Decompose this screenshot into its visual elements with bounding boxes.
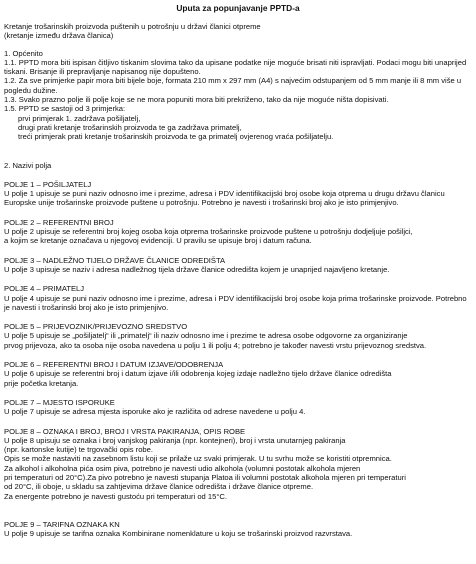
intro-block xyxy=(4,22,472,41)
field-line: U polje 4 upisuje se puni naziv odnosno ime i prezime, adresa i PDV identifikacijski broj osobe koja prima trošarinske proizvode. Potrebno xyxy=(4,293,467,303)
field-block-3 xyxy=(4,256,472,275)
field-heading: POLJE 8 – OZNAKA I BROJ, BROJ I VRSTA PAKIRANJA, OPIS ROBE xyxy=(4,426,246,436)
field-block-1 xyxy=(4,180,472,208)
field-line: U polje 3 upisuje se naziv i adresa nadležnog tijela države članice odredišta kojem je unaprijed najavljeno kretanje. xyxy=(4,264,390,274)
copy-list-item: drugi prati kretanje trošarinskih proizvoda te ga zadržava primatelj, xyxy=(18,122,242,132)
field-heading: POLJE 2 – REFERENTNI BROJ xyxy=(4,217,114,227)
intro-line: Kretanje trošarinskih proizvoda puštenih u potrošnju u državi članici otpreme xyxy=(4,22,261,31)
field-heading: POLJE 6 – REFERENTNI BROJ I DATUM IZJAVE/ODOBRENJA xyxy=(4,360,224,370)
field-block-2 xyxy=(4,218,472,246)
field-line: Opis se može nastaviti na zasebnom listu koji se prilaže uz svaki primjerak. U tu svrhu može se koristiti otpremnica. xyxy=(4,454,392,464)
field-line: od 20°C, ili oboje, u skladu sa zahtjevima države članice odredišta i države članice otpreme. xyxy=(4,482,314,492)
paragraph-line: 1.5. PPTD se sastoji od 3 primjerka: xyxy=(4,104,126,114)
section-general xyxy=(4,49,472,142)
field-line: a kojim se kretanje označava u njegovoj evidenciji. U pravilu se upisuje broj i datum računa. xyxy=(4,236,312,246)
paragraph-line: 1.1. PPTD mora biti ispisan čitljivo tiskanim slovima tako da upisane podatke nije moguće brisati niti ispravljati. Podaci mogu biti unaprijed xyxy=(4,57,467,67)
field-line: U polje 1 upisuje se puni naziv odnosno ime i prezime, adresa i PDV identifikacijski broj osobe koja otprema u drugu državu članicu xyxy=(4,189,445,199)
field-block-6 xyxy=(4,360,472,388)
field-block-7 xyxy=(4,398,472,417)
field-line: prvog prijevoza, ako ta osoba nije osoba navedena u polju 1 ili polju 4; potrebno je također navesti vrstu prijevoznog sredstva. xyxy=(4,340,427,350)
paragraph-line: 1.3. Svako prazno polje ili polje koje se ne mora popuniti mora biti prekriženo, tako da nije moguće ništa dopisivati. xyxy=(4,95,389,105)
field-line: prije početka kretanja. xyxy=(4,378,79,388)
section-heading: 2. Nazivi polja xyxy=(4,160,52,170)
field-line: Za energente potrebno je navesti gustoću pri temperaturi od 15°C. xyxy=(4,491,227,501)
field-heading: POLJE 4 – PRIMATELJ xyxy=(4,284,85,294)
field-line: U polje 5 upisuje se „pošiljatelj“ ili „primatelj“ ili naziv odnosno ime i prezime te adresa osobe odgovorne za organiziranje xyxy=(4,331,408,341)
field-line: (npr. kartonske kutije) te trgovački opis robe. xyxy=(4,445,153,455)
intro-line: (kretanje između država članica) xyxy=(4,31,114,41)
field-heading: POLJE 3 – NADLEŽNO TIJELO DRŽAVE ČLANICE ODREDIŠTA xyxy=(4,255,226,265)
field-block-4 xyxy=(4,284,472,312)
field-block-9 xyxy=(4,520,472,539)
field-line: U polje 9 upisuje se tarifna oznaka Kombinirane nomenklature u koju se trošarinski proizvod razvrstava. xyxy=(4,529,353,539)
field-heading: POLJE 5 – PRIJEVOZNIK/PRIJEVOZNO SREDSTVO xyxy=(4,322,188,332)
field-line: Za alkohol i alkoholna pića osim piva, potrebno je navesti udio alkohola (volumni postotak alkohola mjeren xyxy=(4,463,361,473)
field-line: U polje 7 upisuje se adresa mjesta isporuke ako je različita od adrese navedene u polju 4. xyxy=(4,407,306,417)
copy-list-item: prvi primjerak 1. zadržava pošiljatelj, xyxy=(18,113,141,123)
field-line: pri temperaturi od 20°C).Za pivo potrebno je navesti stupanja Platoa ili volumni postotak alkohola mjeren pri temperaturi xyxy=(4,472,406,482)
field-heading: POLJE 9 – TARIFNA OZNAKA KN xyxy=(4,519,120,529)
paragraph-line: tiskani. Brisanje ili prepravljanje napisanog nije dopušteno. xyxy=(4,67,201,77)
field-line: U polje 8 upisuju se oznaka i broj vanjskog pakiranja (npr. kontejneri), broj i vrsta unutarnjeg pakiranja xyxy=(4,435,346,445)
field-line: U polje 2 upisuje se referentni broj kojeg osoba koja otprema trošarinske proizvode puštene u potrošnju dodjeljuje pošiljci, xyxy=(4,227,413,237)
field-line: U polje 6 upisuje se referentni broj i datum izjave i/ili odobrenja kojeg izdaje nadležno tijelo države članice odredišta xyxy=(4,369,392,379)
paragraph-line: 1.2. Za sve primjerke papir mora biti bijele boje, formata 210 mm x 297 mm (A4) s najvećim odstupanjem od 5 mm manje ili 8 mm više u xyxy=(4,76,462,86)
section-heading: 1. Općenito xyxy=(4,48,43,58)
field-line: Europske unije trošarinske proizvode puštene u potrošnju. Potrebno je navesti i trošarinski broj ako je isto primjenjivo. xyxy=(4,198,399,208)
field-heading: POLJE 7 – MJESTO ISPORUKE xyxy=(4,397,115,407)
paragraph-line: pogledu dužine. xyxy=(4,85,58,95)
field-block-5 xyxy=(4,322,472,350)
field-line: je navesti i trošarinski broj ako je isto primjenjivo. xyxy=(4,302,169,312)
copy-list-item: treći primjerak prati kretanje trošarinskih proizvoda te ga primatelj ovjerenog vraća pošiljatelju. xyxy=(18,132,334,142)
field-block-8 xyxy=(4,427,472,501)
document-title: Uputa za popunjavanje PPTD-a xyxy=(176,3,300,13)
field-heading: POLJE 1 – POŠILJATELJ xyxy=(4,179,92,189)
